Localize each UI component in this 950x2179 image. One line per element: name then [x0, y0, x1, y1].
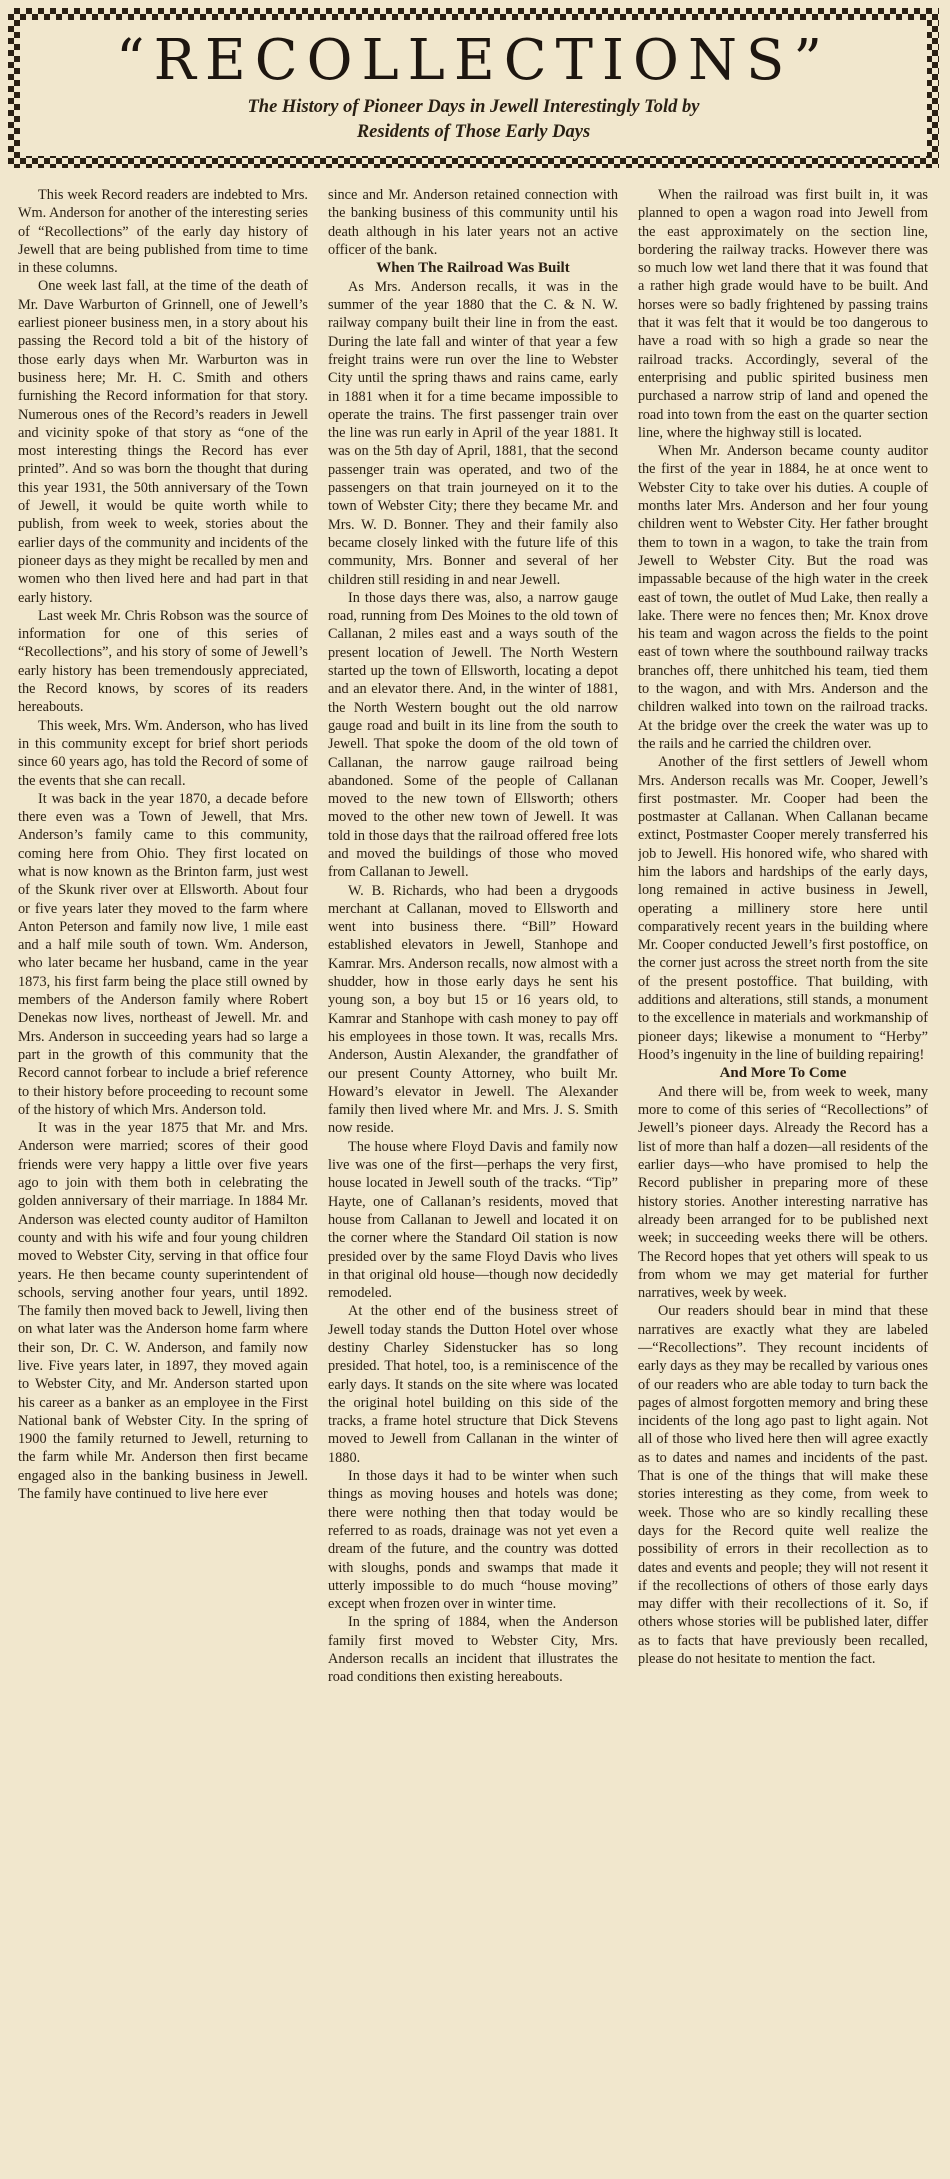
- paragraph: In those days there was, also, a narrow gauge road, running from Des Moines to the old town of Callanan, 2 miles east and a ways south of the present location of Jewell. The North Western started up the town of Ellsworth, locating a depot and an elevator there. And, in the winter of 1881, the North Western bought out the old narrow gauge road and built in its line from the south to Jewell. That spoke the doom of the old town of Callanan, the narrow gauge railroad being abandoned. Some of the people of Callanan moved to the new town of Ellsworth; others moved to the other new town of Jewell. It was told in those days that the railroad offered free lots and moved the buildings of those who moved from Callanan to Jewell.: [328, 589, 618, 881]
- subheading-railroad: When The Railroad Was Built: [376, 260, 570, 277]
- paragraph: Our readers should bear in mind that these narratives are exactly what they are labeled—“Recollections”. They recount incidents of early days as they may be recalled by various ones of our readers who are able today to turn back the pages of almost forgotten memory and bring these incidents of the long ago past to light again. Not all of those who lived here then will agree exactly as to dates and names and incidents of the past. That is one of the things that will make these stories interesting as they come, from week to week. Those who are so kindly recalling these days for the Record quite well realize the possibility of errors in their recollection as to dates and events and people; they will not resent it if the recollections of others of those early days may differ with their recollections of it. So, if others whose stories will be published later, differ as to facts that have previously been recalled, please do not hesitate to mention the fact.: [638, 1303, 928, 1668]
- paragraph-continued: since and Mr. Anderson retained connection with the banking business of this community until his death although in his later years not an active officer of the bank.: [328, 187, 618, 258]
- paragraph: Last week Mr. Chris Robson was the source of information for one of this series of “Recollections”, and his story of some of Jewell’s early history has been tremendously appreciated, the Record knows, by scores of its readers hereabouts.: [18, 607, 308, 716]
- paragraph: When Mr. Anderson became county auditor the first of the year in 1884, he at once went to Webster City to take over his duties. A couple of months later Mrs. Anderson and her four young children went to Webster City. Her father brought them to town in a wagon, to take the train from Jewell to Webster City. But the road was impassable because of the high water in the creek east of town, the outlet of Mud Lake, then really a lake. There were no fences then; Mr. Knox drove his team and wagon across the fields to the point east of town where the southbound railway tracks branches off, there unhitched his team, tied them to the wagon, and with Mrs. Anderson and the children walked into town on the railroad tracks. At the bridge over the creek the water was up to the rails and he carried the children over.: [638, 443, 928, 752]
- paragraph: It was in the year 1875 that Mr. and Mrs. Anderson were married; scores of their good friends were very happy a little over five years ago to join with them both in celebrating the golden anniversary of their marriage. In 1884 Mr. Anderson was elected county auditor of Hamilton county and with his wife and four young children moved to Webster City, serving in that office four years. He then became county superintendent of schools, serving another four years, until 1892. The family then moved back to Jewell, living then on what later was the Anderson home farm where their son, Dr. C. W. Anderson, and family now live. Five years later, in 1897, they moved again to Webster City, and Mr. Anderson started upon his career as a banker as an employee in the First National bank of Webster City. In the spring of 1900 the family returned to Jewell, returning to the farm while Mr. Anderson then first became engaged also in the banking business in Jewell. The family have continued to live here ever: [18, 1120, 308, 1503]
- paragraph: This week Record readers are indebted to Mrs. Wm. Anderson for another of the interesting series of “Recollections” of the early day history of Jewell that are being published from time to time in these columns.: [18, 187, 308, 277]
- subheading-more-to-come: And More To Come: [719, 1065, 847, 1082]
- paragraph: At the other end of the business street of Jewell today stands the Dutton Hotel over whose destiny Charley Sidenstucker has so long presided. That hotel, too, is a reminiscence of the early days. It stands on the site where was located the original hotel building on this side of the tracks, a frame hotel structure that Dick Stevens moved to Jewell from Callanan in the winter of 1880.: [328, 1303, 618, 1466]
- header-checkered-border: [8, 8, 939, 168]
- paragraph: The house where Floyd Davis and family now live was one of the first—perhaps the very first, house located in Jewell south of the tracks. “Tip” Hayte, one of Callanan’s residents, moved that house from Callanan to Jewell and located it on the corner where the Standard Oil station is now presided over by the same Floyd Davis who lives in that original old house—though now decidedly remodeled.: [328, 1138, 618, 1302]
- paragraph: One week last fall, at the time of the death of Mr. Dave Warburton of Grinnell, one of Jewell’s earliest pioneer business men, in a story about his passing the Record told a bit of the history of those early days when Mr. Warburton was in business here; Mr. H. C. Smith and others furnishing the Record information for that story. Numerous ones of the Record’s readers in Jewell and vicinity spoke of that story as “one of the most interesting things the Record has ever printed”. And so was born the thought that during this year 1931, the 50th anniversary of the Town of Jewell, it would be quite worth while to publish, from week to week, stories about the earlier days of the community and incidents of the pioneer days as they might be recalled by men and women who then lived here and had part in that early history.: [18, 278, 308, 606]
- header-panel: [20, 20, 927, 156]
- paragraph: In the spring of 1884, when the Anderson family first moved to Webster City, Mrs. Anderson recalls an incident that illustrates the road conditions then existing hereabouts.: [328, 1614, 618, 1686]
- article-subtitle-line-2: Residents of Those Early Days: [356, 122, 591, 142]
- paragraph: W. B. Richards, who had been a drygoods merchant at Callanan, moved to Ellsworth and went into business there. “Bill” Howard established elevators in Jewell, Stanhope and Kamrar. Mrs. Anderson recalls, now almost with a shudder, how in those early days he sent his young son, a boy but 15 or 16 years old, to Kamrar and Stanhope with cash money to pay off his employees in those town. It was, recalls Mrs. Anderson, Austin Alexander, the grandfather of our present County Attorney, who built Mr. Howard’s elevator in Jewell. The Alexander family then lived where Mr. and Mrs. J. S. Smith now reside.: [328, 882, 618, 1137]
- paragraph: As Mrs. Anderson recalls, it was in the summer of the year 1880 that the C. & N. W. railway company built their line in from the east. During the late fall and winter of that year a few freight trains were run over the line to Webster City until the spring thaws and rains came, early in 1881 when it for a time became impossible to operate the trains. The first passenger train over the line was run early in April of the year 1881. It was on the 5th day of April, 1881, that the second passenger train was operated, and two of the passengers on that train journeyed on it to the town of Webster City; there they became Mr. and Mrs. W. D. Bonner. They and their family also became closely linked with the future life of this community, Mrs. Bonner and several of her children still residing in and near Jewell.: [328, 278, 618, 588]
- paragraph: And there will be, from week to week, many more to come of this series of “Recollections” of Jewell’s pioneer days. Already the Record has a list of more than half a dozen—all residents of the earlier days—who have promised to help the Record publisher in preparing more of these history stories. Another interesting narrative has already been arranged for to be published next week; in succeeding weeks there will be others. The Record hopes that yet others will speak to us from whom we may get material for further narratives, week by week.: [638, 1083, 928, 1302]
- article-title: “RECOLLECTIONS”: [116, 28, 831, 93]
- article-subtitle-line-1: The History of Pioneer Days in Jewell Interestingly Told by: [247, 97, 700, 117]
- article-body: [18, 186, 932, 2171]
- paragraph: It was back in the year 1870, a decade before there even was a Town of Jewell, that Mrs. Anderson’s family came to this community, coming here from Ohio. They first located on what is now known as the Brinton farm, just west of the Skunk river over at Ellsworth. About four or five years later they moved to the farm where Anton Peterson and family now live, 1 mile east and a half mile south of town. Wm. Anderson, who later became her husband, came in the year 1873, his first farm being the place still owned by members of the Anderson family where Robert Denekas now lives, northeast of Jewell. Mr. and Mrs. Anderson in succeeding years had so large a part in the growth of this community that the Record cannot forbear to include a brief reference to their history before proceeding to recount some of the history of which Mrs. Anderson told.: [18, 790, 308, 1118]
- column-1: [18, 186, 308, 2171]
- column-3: [638, 186, 928, 2171]
- paragraph: This week, Mrs. Wm. Anderson, who has lived in this community except for brief short periods since 60 years ago, has told the Record of some of the events that she can recall.: [18, 717, 308, 789]
- paragraph: Another of the first settlers of Jewell whom Mrs. Anderson recalls was Mr. Cooper, Jewell’s first postmaster. Mr. Cooper had been the postmaster at Callanan. When Callanan became extinct, Postmaster Cooper merely transferred his job to Jewell. His honored wife, who shared with him the labors and hardships of the early days, long remained in active business in Jewell, operating a millinery store here until comparatively recent years in the building where Mr. Cooper conducted Jewell’s first postoffice, on the corner just across the street north from the site of the present postoffice. That building, with additions and alterations, still stands, a monument to the excellence in materials and workmanship of pioneer days; likewise a monument to “Herby” Hood’s ingenuity in the line of building repairing!: [638, 754, 928, 1063]
- paragraph: When the railroad was first built in, it was planned to open a wagon road into Jewell from the east approximately on the section line, bordering the railway tracks. However there was so much low wet land there that it was found that a rather high grade would have to be built. And horses were so badly frightened by passing trains that it was felt that it would be too dangerous to have a road with so high a grade so near the railroad tracks. Accordingly, several of the enterprising and public spirited business men purchased a narrow strip of land and opened the road into town from the east on the quarter section line, where the highway still is located.: [638, 187, 928, 441]
- column-2: [328, 186, 618, 2171]
- paragraph: In those days it had to be winter when such things as moving houses and hotels was done; there were nothing then that today would be referred to as roads, drainage was not yet even a dream of the future, and the country was dotted with sloughs, ponds and swamps that made it utterly impossible to do much “house moving” except when frozen over in winter time.: [328, 1468, 618, 1613]
